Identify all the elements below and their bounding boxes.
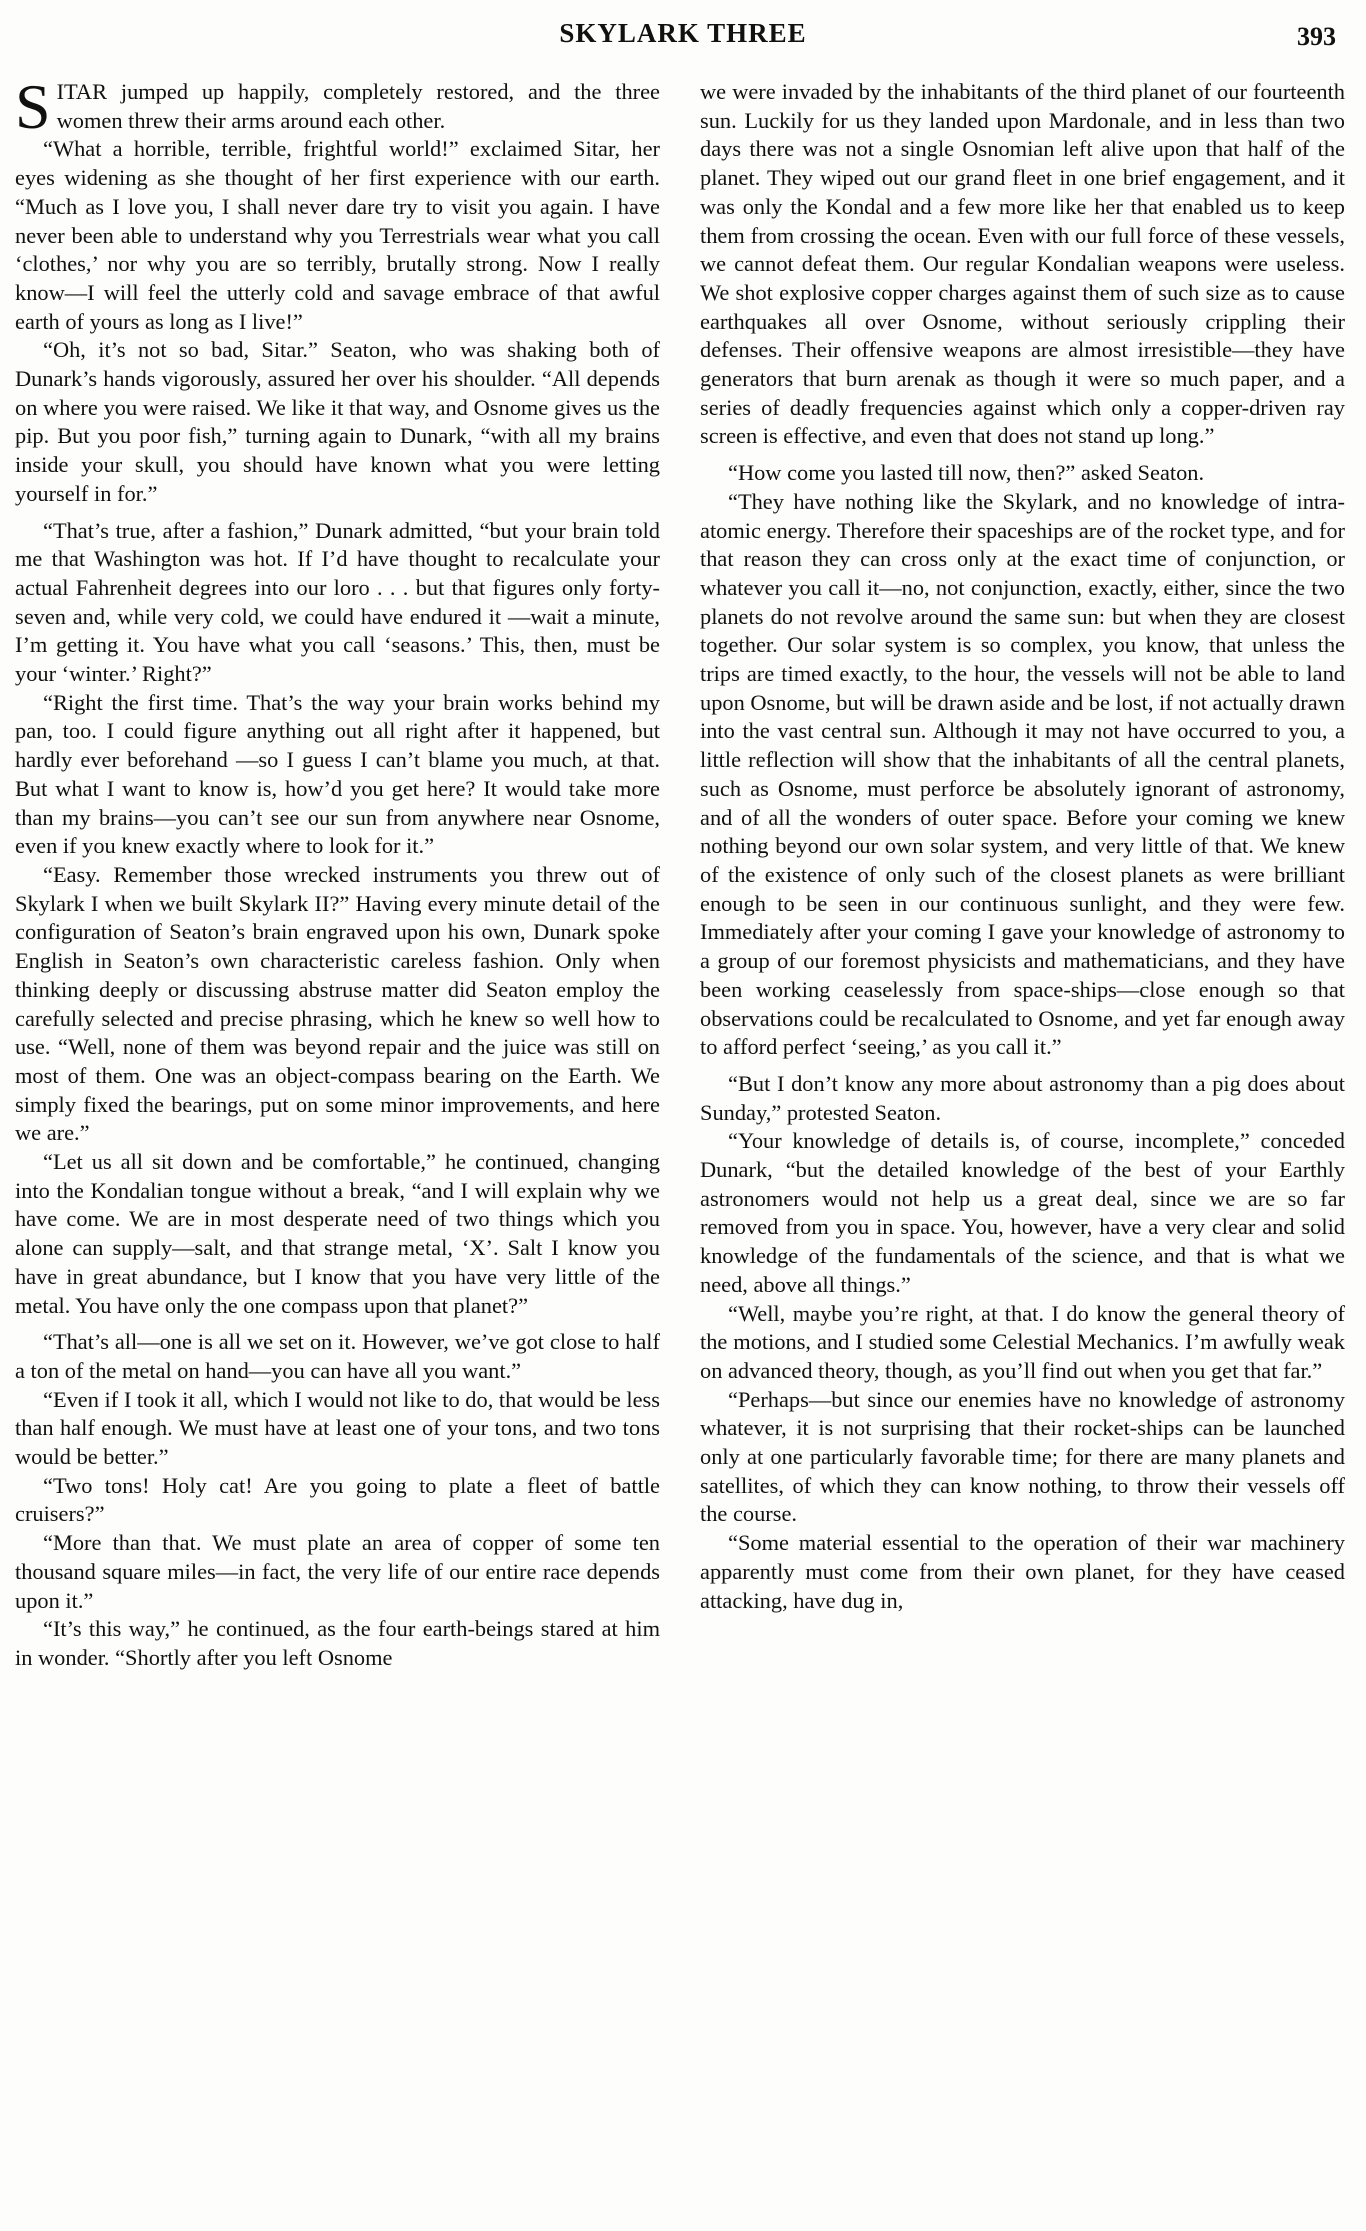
paragraph: “How come you lasted till now, then?” asked Seaton. [728, 460, 1205, 486]
paragraph: “But I don’t know any more about astronomy than a pig does about Sunday,” protested Seaton. [700, 1070, 1345, 1125]
paragraph: “Your knowledge of details is, of course, incomplete,” conceded Dunark, “but the detailed knowledge of the best of your Earthly astronomers would not help us a great deal, since we are so far removed from you in space. You, however, have a very clear and solid knowledge of the fundamentals of the science, and that is what we need, above all things.” [700, 1128, 1345, 1297]
paragraph: “Right the first time. That’s the way your brain works behind my pan, too. I could figure anything out all right after it happened, but hardly ever beforehand —so I guess I can’t blame you much, at that. But what I want to know is, how’d you get here? It would take more than my brains—you can’t see our sun from anywhere near Osnome, even if you knew exactly where to look for it.” [15, 689, 660, 859]
paragraph: “Oh, it’s not so bad, Sitar.” Seaton, who was shaking both of Dunark’s hands vigorously, assured her over his shoulder. “All depends on where you were raised. We like it that way, and Osnome gives us the pip. But you poor fish,” turning again to Dunark, “with all my brains inside your skull, you should have known what you were letting yourself in for.” [15, 337, 660, 506]
paragraph [15, 71, 660, 142]
paragraph: “Well, maybe you’re right, at that. I do know the general theory of the motions, and I studied some Celestial Mechanics. I’m awfully weak on advanced theory, though, as you’ll find out when you get that far.” [700, 1300, 1345, 1383]
paragraph-text: ITAR jumped up happily, completely restored, and the three women threw their arms around each other. [56, 79, 660, 133]
drop-cap: S [15, 71, 51, 142]
left-column [15, 71, 660, 1673]
paragraph: “Perhaps—but since our enemies have no knowledge of astronomy whatever, it is not surprising that their rocket-ships can be launched only at one particularly favorable time; for there are many planets and satellites, of which they can know nothing, to throw their vessels off the course. [700, 1386, 1345, 1527]
paragraph: “What a horrible, terrible, frightful world!” exclaimed Sitar, her eyes widening as she thought of her first experience with our earth. “Much as I love you, I shall never dare try to visit you again. I have never been able to understand why you Terrestrials wear what you call ‘clothes,’ nor why you are so terribly, brutally strong. Now I really know—I will feel the utterly cold and savage embrace of that awful earth of yours as long as I live!” [15, 136, 660, 334]
paragraph: “More than that. We must plate an area of copper of some ten thousand square miles—in fact, the very life of our entire race depends upon it.” [15, 1530, 660, 1613]
paragraph: “Even if I took it all, which I would not like to do, that would be less than half enough. We must have at least one of your tons, and two tons would be better.” [15, 1386, 660, 1470]
paragraph: “Some material essential to the operation of their war machinery apparently must come from their own planet, for they have ceased attacking, have dug in, [700, 1530, 1345, 1613]
right-column [700, 78, 1345, 1615]
paragraph: “Let us all sit down and be comfortable,” he continued, changing into the Kondalian tongue without a break, “and I will explain why we have come. We are in most desperate need of two things which you alone can supply—salt, and that strange metal, ‘X’. Salt I know you have in great abundance, but I know that you have very little of the metal. You have only the one compass upon that planet?” [15, 1149, 660, 1318]
paragraph: “That’s true, after a fashion,” Dunark admitted, “but your brain told me that Washington was hot. If I’d have thought to recalculate your actual Fahrenheit degrees into our loro . . . but that figures only forty-seven and, while very cold, we could have endured it —wait a minute, I’m getting it. You have what you call ‘seasons.’ This, then, must be your ‘winter.’ Right?” [15, 517, 660, 687]
paragraph: “Easy. Remember those wrecked instruments you threw out of Skylark I when we built Skylark II?” Having every minute detail of the configuration of Seaton’s brain engraved upon his own, Dunark spoke English in Seaton’s own characteristic careless fashion. Only when thinking deeply or discussing abstruse matter did Seaton employ the carefully selected and precise phrasing, which he knew so well how to use. “Well, none of them was beyond repair and the juice was still on most of them. One was an object-compass bearing on the Earth. We simply fixed the bearings, put on some minor improvements, and here we are.” [15, 861, 660, 1146]
page-number: 393 [1297, 22, 1336, 51]
paragraph: “It’s this way,” he continued, as the four earth-beings stared at him in wonder. “Shortly after you left Osnome [15, 1616, 660, 1670]
paragraph: “That’s all—one is all we set on it. However, we’ve got close to half a ton of the metal on hand—you can have all you want.” [15, 1329, 660, 1383]
paragraph: we were invaded by the inhabitants of the third planet of our fourteenth sun. Luckily for us they landed upon Mardonale, and in less than two days there was not a single Osnomian left alive upon that half of the planet. They wiped out our grand fleet in one brief engagement, and it was only the Kondal and a few more like her that enabled us to keep them from crossing the ocean. Even with our full force of these vessels, we cannot defeat them. Our regular Kondalian weapons were useless. We shot explosive copper charges against them of such size as to cause earthquakes all over Osnome, without seriously crippling their defenses. Their offensive weapons are almost irresistible—they have generators that burn arenak as though it were so much paper, and a series of deadly frequencies against which only a copper-driven ray screen is effective, and even that does not stand up long.” [700, 79, 1345, 449]
page-header [0, 18, 1366, 58]
paragraph: “They have nothing like the Skylark, and no knowledge of intra-atomic energy. Therefore their spaceships are of the rocket type, and for that reason they can cross only at the exact time of conjunction, or whatever you call it—no, not conjunction, exactly, either, since the two planets do not revolve around the same sun: but when they are closest together. Our solar system is so complex, you know, that unless the trips are timed exactly, to the hour, the vessels will not be able to land upon Osnome, but will be drawn aside and be lost, if not actually drawn into the vast central sun. Although it may not have occurred to you, a little reflection will show that the inhabitants of all the central planets, such as Osnome, must perforce be absolutely ignorant of astronomy, and of all the wonders of outer space. Before your coming we knew nothing beyond our own solar system, and very little of that. We knew of the existence of only such of the closest planets as were brilliant enough to be seen in our continuous sunlight, and they were few. Immediately after your coming I gave your knowledge of astronomy to a group of our foremost physicists and mathematicians, and they have been working ceaselessly from space-ships—close enough so that observations could be recalculated to Osnome, and yet far enough away to afford perfect ‘seeing,’ as you call it.” [700, 488, 1345, 1060]
paragraph: “Two tons! Holy cat! Are you going to plate a fleet of battle cruisers?” [15, 1472, 660, 1527]
running-title: SKYLARK THREE [559, 18, 807, 48]
